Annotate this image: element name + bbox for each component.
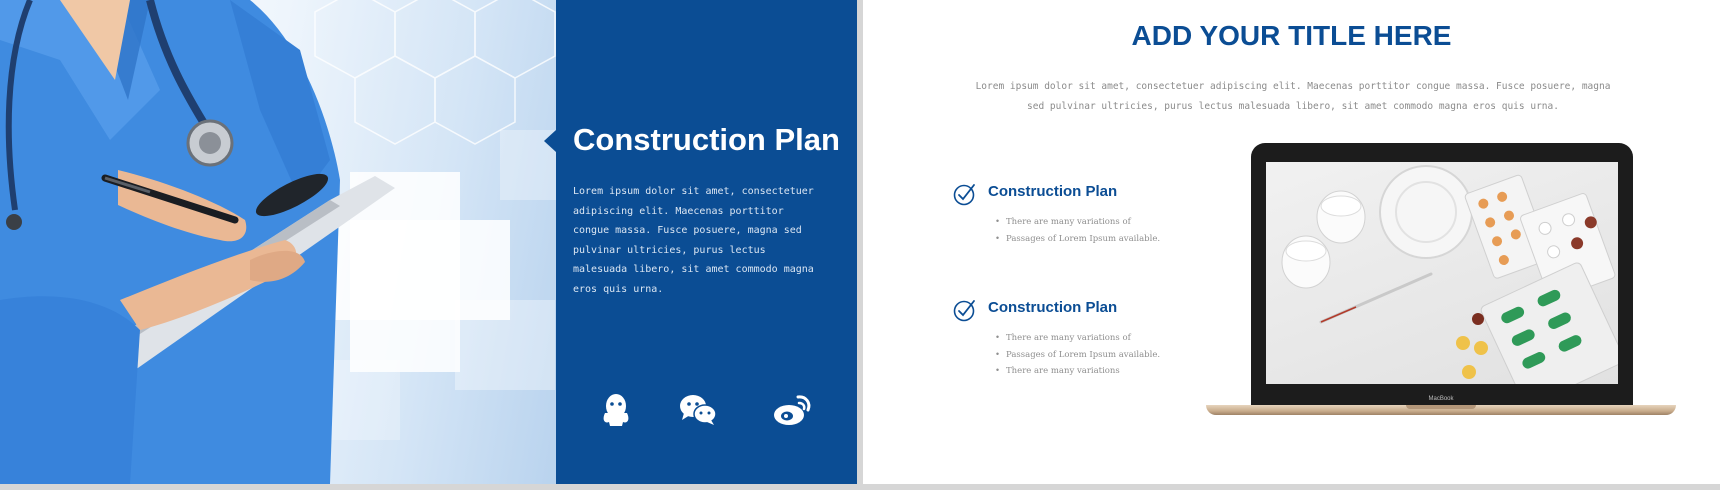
bullet-item: • There are many variations of bbox=[995, 214, 1160, 231]
pills-photo bbox=[1266, 162, 1618, 384]
laptop-brand-label: MacBook bbox=[1428, 396, 1454, 402]
nurse-illustration bbox=[0, 0, 556, 484]
bullet-item: • Passages of Lorem Ipsum available. bbox=[995, 231, 1160, 248]
panel-title: Construction Plan bbox=[573, 122, 840, 157]
slide-left bbox=[0, 0, 857, 484]
check-circle-icon bbox=[953, 182, 977, 206]
weibo-icon[interactable] bbox=[772, 390, 812, 430]
bullet-item: • Passages of Lorem Ipsum available. bbox=[995, 347, 1160, 364]
info-panel bbox=[556, 0, 857, 484]
slide-right bbox=[863, 0, 1720, 484]
panel-pointer bbox=[544, 130, 556, 152]
plan-item-title: Construction Plan bbox=[988, 299, 1118, 316]
plan-item-title: Construction Plan bbox=[988, 183, 1118, 200]
panel-body-text: Lorem ipsum dolor sit amet, consectetuer adipiscing elit. Maecenas porttitor congue massa. Fusce posuere, magna sed pulvinar ultricies, purus lectus malesuada libero, sit amet commodo magna eros quis urna. bbox=[573, 186, 814, 295]
bullet-item: • There are many variations bbox=[995, 363, 1160, 380]
slide-title: ADD YOUR TITLE HERE bbox=[1131, 20, 1452, 51]
check-circle-icon bbox=[953, 298, 977, 322]
slide-description: Lorem ipsum dolor sit amet, consectetuer adipiscing elit. Maecenas porttitor congue massa. Fusce posuere, magna sed pulvinar ultricies, purus lectus malesuada libero, sit amet commodo magna eros quis urna. bbox=[975, 81, 1611, 112]
laptop-notch bbox=[1406, 405, 1476, 409]
plan-item-bullets bbox=[995, 330, 1160, 380]
qq-icon[interactable] bbox=[596, 390, 636, 430]
bullet-item: • There are many variations of bbox=[995, 330, 1160, 347]
laptop-screen bbox=[1251, 143, 1633, 405]
nurse-photo bbox=[0, 0, 556, 484]
wechat-icon[interactable] bbox=[678, 390, 718, 430]
plan-item-bullets bbox=[995, 214, 1160, 247]
